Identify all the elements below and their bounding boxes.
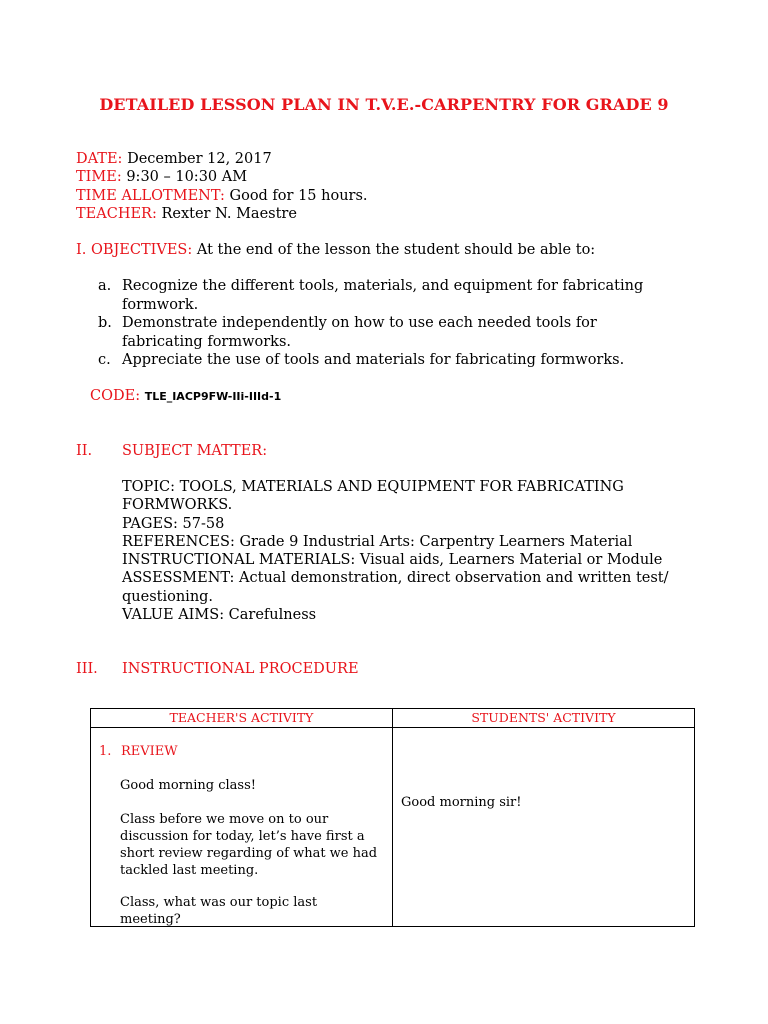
allotment-line [76, 188, 368, 204]
time-label: TIME: [76, 169, 122, 185]
time-value: 9:30 – 10:30 AM [126, 169, 248, 185]
students-activity-cell [393, 728, 694, 927]
student-response: Good morning sir! [401, 795, 522, 810]
value-aims-text: VALUE AIMS: Carefulness [122, 607, 317, 624]
code-value: TLE_IACP9FW-IIi-IIId-1 [144, 390, 282, 403]
allotment-label: TIME ALLOTMENT: [76, 188, 225, 204]
teacher-question: Class, what was our topic last meeting? [120, 895, 318, 927]
objective-item [98, 314, 658, 351]
review-label: REVIEW [121, 744, 178, 759]
objectives-label: I. OBJECTIVES: [76, 242, 193, 258]
time-line [76, 169, 247, 185]
procedure-heading: INSTRUCTIONAL PROCEDURE [122, 661, 359, 677]
teacher-review-text: Class before we move on to our discussion for today, let’s have first a short review regarding of what we had tackled last meeting. [120, 812, 378, 878]
review-heading [99, 743, 178, 760]
assessment-text: ASSESSMENT: Actual demonstration, direct observation and written test/ questioning. [122, 570, 669, 605]
teacher-value: Rexter N. Maestre [161, 206, 297, 222]
teacher-line [76, 206, 297, 222]
document-title: DETAILED LESSON PLAN IN T.V.E.-CARPENTRY FOR GRADE 9 [99, 95, 669, 114]
activity-table [90, 708, 695, 927]
teacher-label: TEACHER: [76, 206, 157, 222]
teacher-activity-cell [91, 728, 393, 927]
objective-letter: b. [98, 315, 112, 331]
objectives-intro: At the end of the lesson the student should be able to: [196, 242, 596, 258]
objective-item [98, 351, 658, 370]
students-activity-header: STUDENTS' ACTIVITY [471, 710, 616, 725]
code-label: CODE: [90, 388, 141, 404]
allotment-value: Good for 15 hours. [229, 188, 368, 204]
subject-matter-block [122, 478, 682, 624]
objective-text: Demonstrate independently on how to use each needed tools for fabricating formworks. [122, 315, 597, 350]
references-text: REFERENCES: Grade 9 Industrial Arts: Carpentry Learners Material [122, 533, 633, 550]
objective-letter: c. [98, 352, 111, 368]
review-number: 1. [99, 744, 112, 759]
objective-letter: a. [98, 278, 112, 294]
table-row [91, 728, 694, 927]
pages-text: PAGES: 57-58 [122, 515, 225, 532]
objective-text: Recognize the different tools, materials, and equipment for fabricating formwork. [122, 278, 644, 313]
date-value: December 12, 2017 [127, 151, 272, 167]
objective-item [98, 277, 658, 314]
objectives-line [76, 242, 595, 258]
date-line [76, 151, 272, 167]
teacher-activity-header: TEACHER'S ACTIVITY [91, 709, 393, 727]
instructional-materials-text: INSTRUCTIONAL MATERIALS: Visual aids, Learners Material or Module [122, 552, 663, 569]
topic-text: TOPIC: TOOLS, MATERIALS AND EQUIPMENT FOR FABRICATING FORMWORKS. [122, 479, 624, 514]
objective-text: Appreciate the use of tools and materials for fabricating formworks. [122, 352, 625, 368]
subject-matter-numeral: II. [76, 443, 93, 459]
code-line [90, 388, 281, 404]
date-label: DATE: [76, 151, 123, 167]
teacher-greeting: Good morning class! [120, 778, 256, 793]
table-header-row [91, 709, 694, 728]
procedure-numeral: III. [76, 661, 98, 677]
subject-matter-heading: SUBJECT MATTER: [122, 443, 268, 459]
objectives-list [98, 277, 658, 370]
